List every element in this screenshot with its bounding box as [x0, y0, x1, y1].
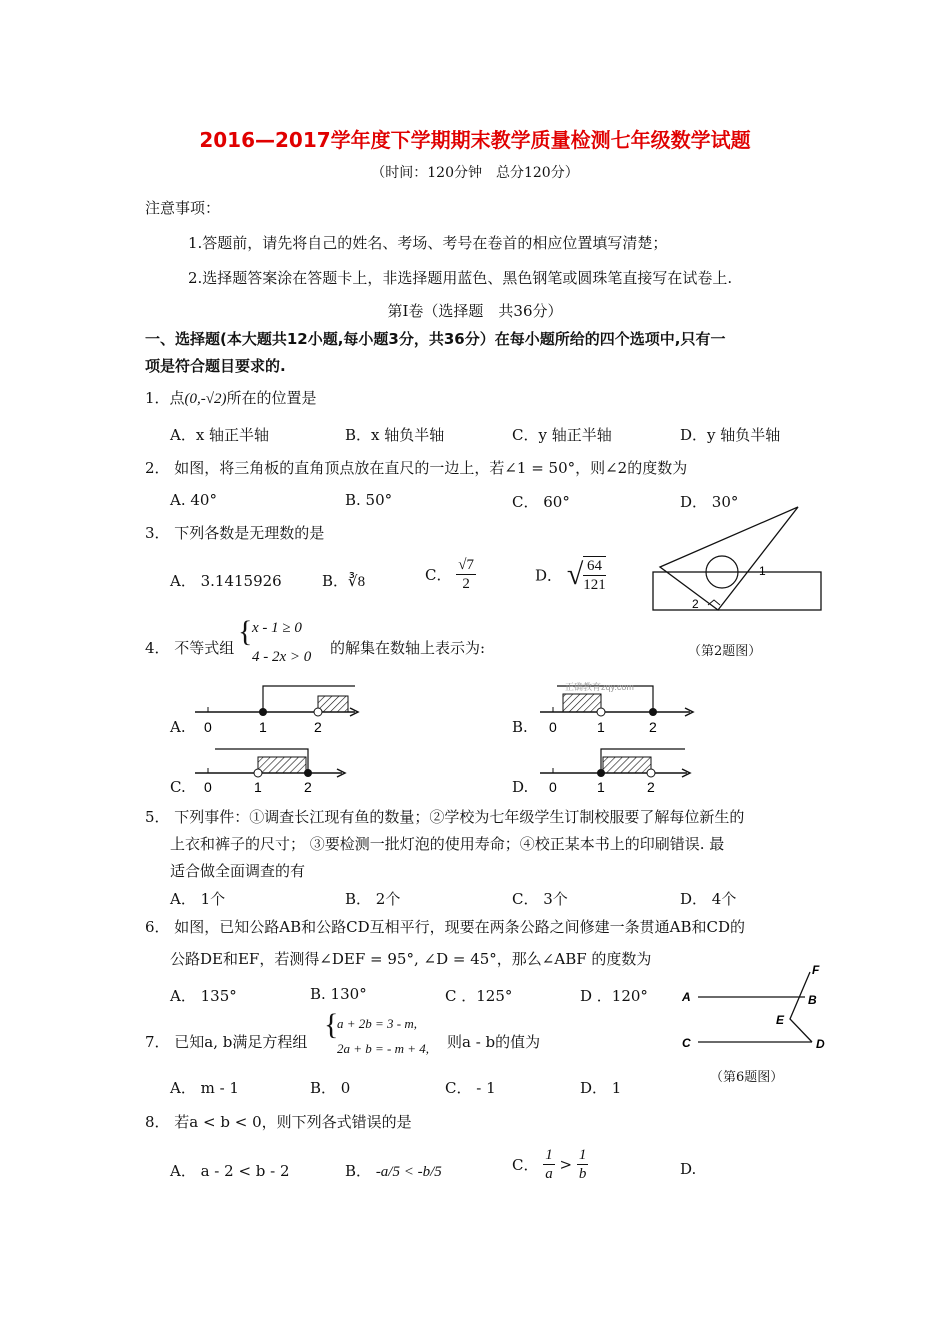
q8-option-b-label: B． — [345, 1162, 372, 1180]
greater-than-icon: > — [559, 1155, 573, 1174]
question-8: 8． 若a < b < 0，则下列各式错误的是 — [145, 1113, 412, 1131]
section-heading-line1: 一、选择题(本大题共12小题,每小题3分，共36分）在每小题所给的四个选项中,只有一 — [145, 330, 726, 348]
section-heading-line2: 项是符合题目要求的. — [145, 357, 286, 375]
tick-1: 1 — [259, 719, 267, 735]
q6-option-d: D ．120° — [580, 987, 648, 1005]
q4-option-a-label: A. — [170, 718, 186, 736]
q8-option-c — [512, 1146, 588, 1183]
q6-option-a: A． 135° — [170, 987, 237, 1005]
tick-0: 0 — [549, 719, 557, 735]
q3-option-d-fraction — [583, 556, 606, 594]
brace-icon: { — [238, 615, 253, 648]
notice-heading: 注意事项： — [145, 199, 221, 217]
question-7-post: 则a - b的值为 — [447, 1033, 541, 1051]
q7-equation-2: 2a + b = - m + 4, — [337, 1041, 430, 1056]
part-heading: 第Ⅰ卷（选择题 共36分） — [387, 302, 563, 320]
tick-0: 0 — [549, 779, 557, 795]
q4-option-d-label: D. — [512, 778, 529, 796]
q4-option-b-label: B. — [512, 718, 528, 736]
brace-icon: { — [324, 1008, 339, 1041]
sqrt-icon: √ — [566, 558, 584, 591]
question-6-line2: 公路DE和EF，若测得∠DEF = 95°, ∠D = 45°，那么∠ABF 的度数为 — [170, 950, 652, 968]
tick-2: 2 — [304, 779, 312, 795]
q3-d-numerator: 64 — [583, 557, 606, 576]
q3-option-c — [425, 556, 476, 593]
q3-option-a: A． 3.1415926 — [170, 572, 282, 590]
q7-option-b: B． 0 — [310, 1079, 351, 1097]
angle-1-label: 1 — [759, 564, 766, 578]
q1-option-d: D．y 轴负半轴 — [680, 426, 781, 444]
q2-option-c: C． 60° — [512, 493, 570, 511]
exam-title: 2016—2017学年度下学期期末教学质量检测七年级数学试题 — [199, 128, 751, 152]
question-1 — [145, 387, 317, 408]
tick-2: 2 — [314, 719, 322, 735]
q8-option-a: A． a - 2 < b - 2 — [170, 1162, 290, 1180]
question-2: 2． 如图，将三角板的直角顶点放在直尺的一边上，若∠1 = 50°，则∠2的度数为 — [145, 459, 688, 477]
q1-option-b: B．x 轴负半轴 — [345, 426, 445, 444]
triangle-shape — [660, 507, 798, 610]
q2-option-d: D． 30° — [680, 493, 739, 511]
q3-option-c-fraction — [456, 556, 476, 593]
tick-0: 0 — [204, 779, 212, 795]
q3-option-c-label: C． — [425, 566, 452, 584]
q3-d-denominator: 121 — [583, 577, 606, 593]
q4-option-c-label: C. — [170, 778, 186, 796]
q8-option-d: D. — [680, 1160, 697, 1178]
q1-option-c: C．y 轴正半轴 — [512, 426, 612, 444]
notice-item-2: 2.选择题答案涂在答题卡上，非选择题用蓝色、黑色钢笔或圆珠笔直接写在试卷上. — [188, 269, 733, 287]
q5-option-c: C． 3个 — [512, 890, 568, 908]
q7-option-a: A． m - 1 — [170, 1079, 239, 1097]
point-b-label: B — [808, 993, 817, 1007]
q6-option-b: B. 130° — [310, 985, 367, 1003]
tick-1: 1 — [597, 779, 605, 795]
q4-inequality-2: 4 - 2x > 0 — [252, 649, 312, 665]
q2-option-b: B. 50° — [345, 491, 393, 509]
tick-0: 0 — [204, 719, 212, 735]
question-7-pre: 7． 已知a, b满足方程组 — [145, 1033, 308, 1051]
q8-option-c-label: C． — [512, 1156, 539, 1174]
question-4-pre: 4． 不等式组 — [145, 639, 235, 657]
q1-point: (0,-√2) — [184, 391, 227, 407]
notice-item-1: 1.答题前，请先将自己的姓名、考场、考号在卷首的相应位置填写清楚； — [188, 234, 668, 252]
q5-option-b: B． 2个 — [345, 890, 401, 908]
tick-2: 2 — [649, 719, 657, 735]
q8-c-fraction-right: $\frac{1}{b}$ — [578, 1147, 587, 1182]
q2-figure — [648, 505, 828, 617]
angle-2-label: 2 — [692, 597, 699, 611]
q5-option-d: D． 4个 — [680, 890, 737, 908]
question-3: 3． 下列各数是无理数的是 — [145, 524, 325, 542]
q3-option-d — [535, 556, 606, 594]
q4-numberline-d — [535, 745, 700, 797]
q1-stem-pre: 1．点 — [145, 389, 185, 407]
q2-option-a: A. 40° — [170, 491, 217, 509]
q4-numberline-a — [190, 682, 370, 738]
q3-option-d-label: D． — [535, 566, 563, 585]
watermark-text: 正确教育zqy.com — [565, 682, 634, 692]
question-5-line2: 上衣和裤子的尺寸； ③要检测一批灯泡的使用寿命；④校正某本书上的印刷错误. 最 — [170, 835, 725, 853]
point-c-label: C — [682, 1036, 691, 1050]
q3-option-b-label: B． — [322, 572, 349, 590]
point-d-label: D — [816, 1037, 825, 1051]
exam-subtitle: （时间：120分钟 总分120分） — [371, 165, 579, 181]
point-e-label: E — [776, 1013, 785, 1027]
question-4-post: 的解集在数轴上表示为: — [330, 639, 486, 657]
q7-option-d: D． 1 — [580, 1079, 622, 1097]
q7-option-c: C． - 1 — [445, 1079, 496, 1097]
question-6-line1: 6． 如图，已知公路AB和公路CD互相平行，现要在两条公路之间修建一条贯通AB和CD的 — [145, 918, 746, 936]
question-5-line1: 5． 下列事件：①调查长江现有鱼的数量；②学校为七年级学生订制校服要了解每位新生的 — [145, 808, 745, 826]
q2-caption: （第2题图） — [688, 644, 762, 659]
q3-c-denominator: 2 — [462, 576, 470, 592]
q6-option-c: C ．125° — [445, 987, 513, 1005]
q6-caption: （第6题图） — [710, 1070, 784, 1085]
tick-1: 1 — [254, 779, 262, 795]
q4-numberline-b — [535, 682, 710, 738]
q3-option-b-value: ∛8 — [348, 574, 366, 590]
q3-option-b — [322, 570, 365, 591]
q8-c-fraction-left: $\frac{1}{a}$ — [545, 1147, 553, 1182]
q1-stem-post: 所在的位置是 — [226, 389, 317, 407]
q6-figure — [680, 962, 835, 1054]
point-f-label: F — [812, 963, 820, 977]
q4-inequality-1: x - 1 ≥ 0 — [252, 620, 302, 636]
q7-equation-1: a + 2b = 3 - m, — [337, 1016, 418, 1031]
q4-numberline-c — [190, 745, 355, 797]
q8-option-b — [345, 1160, 442, 1181]
tick-2: 2 — [647, 779, 655, 795]
tick-1: 1 — [597, 719, 605, 735]
question-5-line3: 适合做全面调查的有 — [170, 862, 306, 880]
point-a-label: A — [682, 990, 691, 1004]
q3-c-numerator: √7 — [458, 557, 474, 573]
q5-option-a: A． 1个 — [170, 890, 226, 908]
q1-option-a: A．x 轴正半轴 — [170, 426, 270, 444]
q8-option-b-expr: -a/5 < -b/5 — [375, 1164, 442, 1180]
